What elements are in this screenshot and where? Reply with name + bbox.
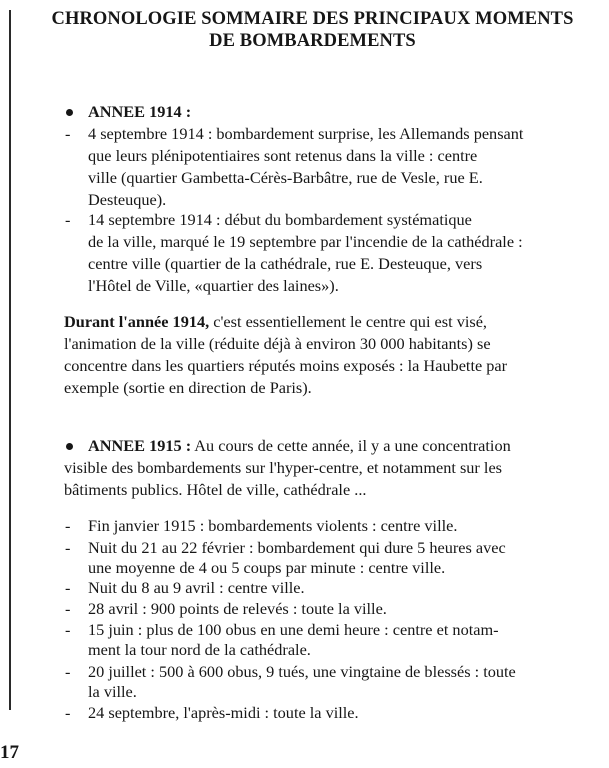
summary-1914-line-1 xyxy=(64,312,487,332)
heading-1915: ANNEE 1915 : xyxy=(88,436,192,455)
item-1914-2-line-4: l'Hôtel de Ville, «quartier des laines»). xyxy=(88,276,339,295)
heading-1914: ANNEE 1914 : xyxy=(88,102,192,121)
page-title xyxy=(30,8,595,52)
item-1914-2-line-3: centre ville (quartier de la cathédrale, rue E. Desteuque, vers xyxy=(88,254,483,273)
dash-1915-7: - xyxy=(65,703,71,722)
intro-1915-line-2: visible des bombardements sur l'hyper-centre, et notamment sur les xyxy=(64,458,503,477)
dash-1915-6: - xyxy=(65,662,71,681)
bullet-1914 xyxy=(66,109,73,116)
item-1915-5-line-2: ment la tour nord de la cathédrale. xyxy=(88,640,311,659)
item-1915-1-line-1: Fin janvier 1915 : bombardements violents : centre ville. xyxy=(88,516,458,535)
intro-1915-line-3: bâtiments publics. Hôtel de ville, cathédrale ... xyxy=(64,480,367,499)
item-1915-5-line-1: 15 juin : plus de 100 obus en une demi heure : centre et notam- xyxy=(88,620,499,639)
item-1915-3-line-1: Nuit du 8 au 9 avril : centre ville. xyxy=(88,578,305,597)
dash-1915-1: - xyxy=(65,516,71,535)
title-line-2: DE BOMBARDEMENTS xyxy=(209,31,416,51)
item-1914-1-line-4: Desteuque). xyxy=(88,190,167,209)
item-1915-6-line-2: la ville. xyxy=(88,682,137,701)
dash-1915-3: - xyxy=(65,578,71,597)
summary-1914-rest: c'est essentiellement le centre qui est visé, xyxy=(209,312,487,331)
dash-1915-2: - xyxy=(65,538,71,557)
item-1915-2-line-1: Nuit du 21 au 22 février : bombardement qui dure 5 heures avec xyxy=(88,538,506,557)
intro-1915-line-1 xyxy=(88,436,511,456)
item-1914-1-line-3: ville (quartier Gambetta-Cérès-Barbâtre, rue de Vesle, rue E. xyxy=(88,168,483,187)
intro-1915-rest: Au cours de cette année, il y a une concentration xyxy=(191,436,511,455)
item-1915-6-line-1: 20 juillet : 500 à 600 obus, 9 tués, une vingtaine de blessés : toute xyxy=(88,662,516,681)
page-edge-rule xyxy=(9,10,11,710)
dash-1915-5: - xyxy=(65,620,71,639)
item-1914-1-line-2: que leurs plénipotentiaires sont retenus dans la ville : centre xyxy=(88,146,478,165)
item-1914-2-line-1: 14 septembre 1914 : début du bombardement systématique xyxy=(88,210,472,229)
bullet-1915 xyxy=(66,443,73,450)
page-number: 17 xyxy=(0,742,19,763)
item-1914-2-line-2: de la ville, marqué le 19 septembre par l'incendie de la cathédrale : xyxy=(88,232,523,251)
dash-1915-4: - xyxy=(65,599,71,618)
summary-1914-line-4: exemple (sortie en direction de Paris). xyxy=(64,378,312,397)
item-1914-1-line-1: 4 septembre 1914 : bombardement surprise, les Allemands pensant xyxy=(88,124,524,143)
dash-1914-1: - xyxy=(65,124,71,143)
dash-1914-2: - xyxy=(65,210,71,229)
summary-1914-bold: Durant l'année 1914, xyxy=(64,312,210,331)
item-1915-7-line-1: 24 septembre, l'après-midi : toute la ville. xyxy=(88,703,359,722)
summary-1914-line-2: l'animation de la ville (réduite déjà à environ 30 000 habitants) se xyxy=(64,334,491,353)
title-line-1: CHRONOLOGIE SOMMAIRE DES PRINCIPAUX MOMENTS xyxy=(51,9,574,29)
item-1915-2-line-2: une moyenne de 4 ou 5 coups par minute : centre ville. xyxy=(88,558,446,577)
item-1915-4-line-1: 28 avril : 900 points de relevés : toute la ville. xyxy=(88,599,387,618)
summary-1914-line-3: concentre dans les quartiers réputés moins exposés : la Haubette par xyxy=(64,356,508,375)
